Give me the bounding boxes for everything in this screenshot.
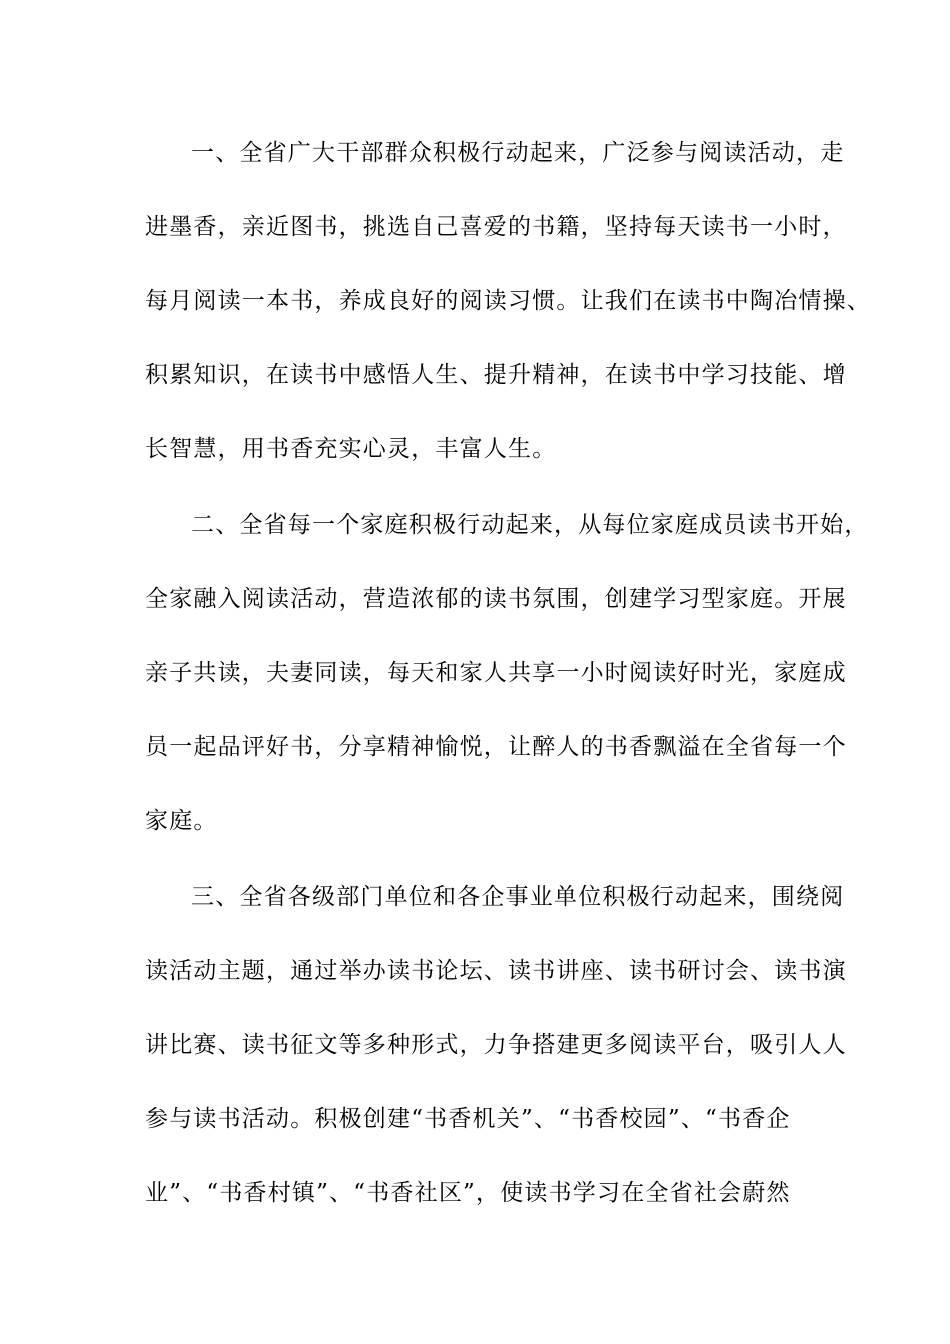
paragraph-1-line-2: 进墨香，亲近图书，挑选自己喜爱的书籍，坚持每天读书一小时， bbox=[145, 214, 847, 240]
paragraph-3-line-2: 读活动主题，通过举办读书论坛、读书讲座、读书研讨会、读书演 bbox=[145, 958, 847, 984]
paragraph-2-line-2: 全家融入阅读活动，营造浓郁的读书氛围，创建学习型家庭。开展 bbox=[145, 586, 847, 612]
paragraph-2-line-4: 员一起品评好书，分享精神愉悦，让醉人的书香飘溢在全省每一个 bbox=[145, 734, 847, 760]
paragraph-2-line-5: 家庭。 bbox=[145, 808, 218, 834]
paragraph-3-line-4: 参与读书活动。积极创建“书香机关”、“书香校园”、“书香企 bbox=[145, 1106, 791, 1132]
paragraph-3-line-5: 业”、“书香村镇”、“书香社区”，使读书学习在全省社会蔚然 bbox=[145, 1180, 791, 1206]
paragraph-1-line-1: 一、全省广大干部群众积极行动起来，广泛参与阅读活动，走 bbox=[191, 140, 845, 166]
paragraph-3-line-3: 讲比赛、读书征文等多种形式，力争搭建更多阅读平台，吸引人人 bbox=[145, 1032, 847, 1058]
paragraph-1-line-3: 每月阅读一本书，养成良好的阅读习惯。让我们在读书中陶冶情操、 bbox=[145, 288, 871, 314]
paragraph-3-line-1: 三、全省各级部门单位和各企事业单位积极行动起来，围绕阅 bbox=[191, 884, 845, 910]
paragraph-1-line-5: 长智慧，用书香充实心灵，丰富人生。 bbox=[145, 436, 557, 462]
paragraph-2-line-1: 二、全省每一个家庭积极行动起来，从每位家庭成员读书开始， bbox=[191, 512, 869, 538]
paragraph-1-line-4: 积累知识，在读书中感悟人生、提升精神，在读书中学习技能、增 bbox=[145, 362, 847, 388]
paragraph-2-line-3: 亲子共读，夫妻同读，每天和家人共享一小时阅读好时光，家庭成 bbox=[145, 660, 847, 686]
